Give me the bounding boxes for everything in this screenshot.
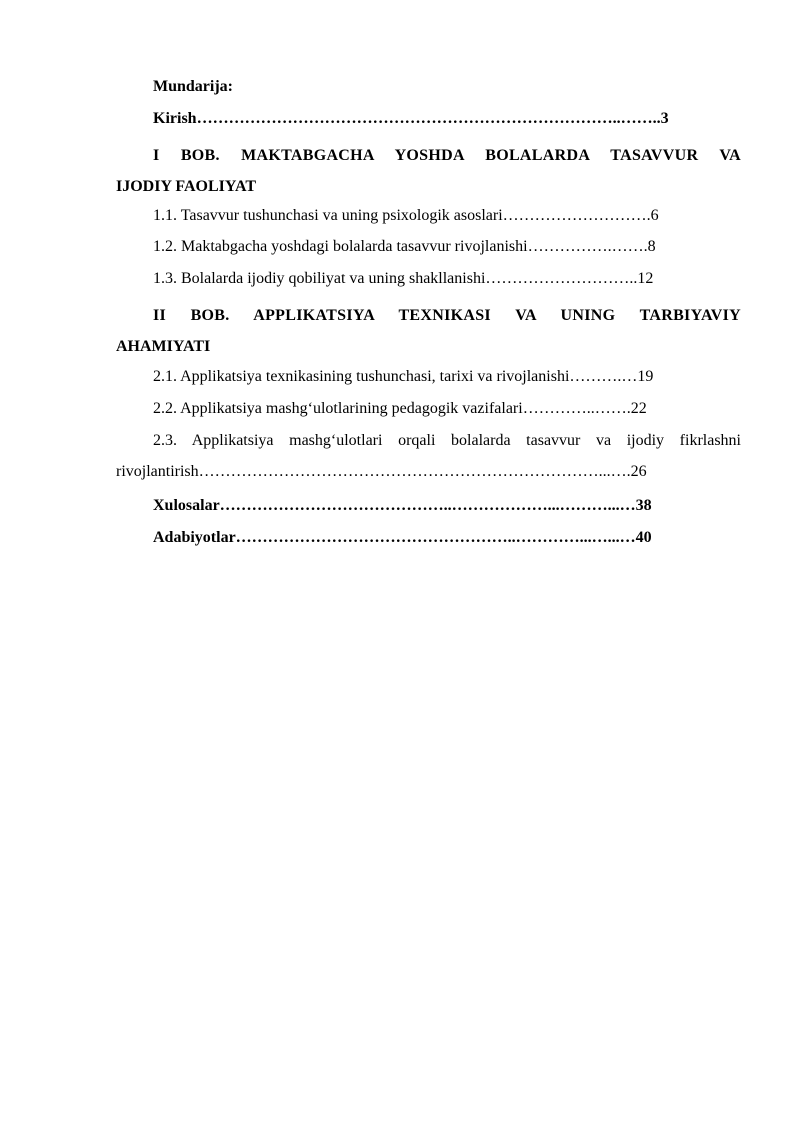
toc-heading: Mundarija: bbox=[153, 78, 233, 95]
toc-entry-2-3 bbox=[116, 425, 741, 487]
chapter-1-title-line1: I BOB. MAKTABGACHA YOSHDA BOLALARDA TASAVVUR VA bbox=[153, 147, 741, 164]
chapter-2-title-line2: AHAMIYATI bbox=[116, 338, 211, 355]
toc-chapter-2-title bbox=[116, 300, 741, 362]
toc-entry-2-3-line1: 2.3. Applikatsiya mashg‘ulotlari orqali bolalarda tasavvur va ijodiy fikrlashni bbox=[153, 432, 741, 449]
toc-entry-2-1: 2.1. Applikatsiya texnikasining tushunchasi, tarixi va rivojlanishi……….…19 bbox=[153, 368, 654, 385]
toc-entry-intro: Kirish……………………………………………………………………..……..3 bbox=[153, 110, 669, 127]
chapter-1-title-line2: IJODIY FAOLIYAT bbox=[116, 178, 257, 195]
chapter-2-title-line1: II BOB. APPLIKATSIYA TEXNIKASI VA UNING TARBIYAVIY bbox=[153, 307, 741, 324]
toc-entry-2-3-line2: rivojlantirish…………………………………………………………………...….26 bbox=[116, 463, 647, 480]
toc-entry-1-3: 1.3. Bolalarda ijodiy qobiliyat va uning shakllanishi………………………..12 bbox=[153, 270, 654, 287]
toc-entry-references: Adabiyotlar……………………………………………..…………...…...…40 bbox=[153, 529, 652, 546]
toc-entry-1-1: 1.1. Tasavvur tushunchasi va uning psixologik asoslari……………………….6 bbox=[153, 207, 659, 224]
toc-chapter-1-title bbox=[116, 140, 741, 202]
toc-entry-conclusions: Xulosalar……………………………………..………………...………...…38 bbox=[153, 497, 652, 514]
toc-entry-2-2: 2.2. Applikatsiya mashg‘ulotlarining pedagogik vazifalari…………..…….22 bbox=[153, 400, 647, 417]
toc-entry-1-2: 1.2. Maktabgacha yoshdagi bolalarda tasavvur rivojlanishi…………….…….8 bbox=[153, 238, 656, 255]
